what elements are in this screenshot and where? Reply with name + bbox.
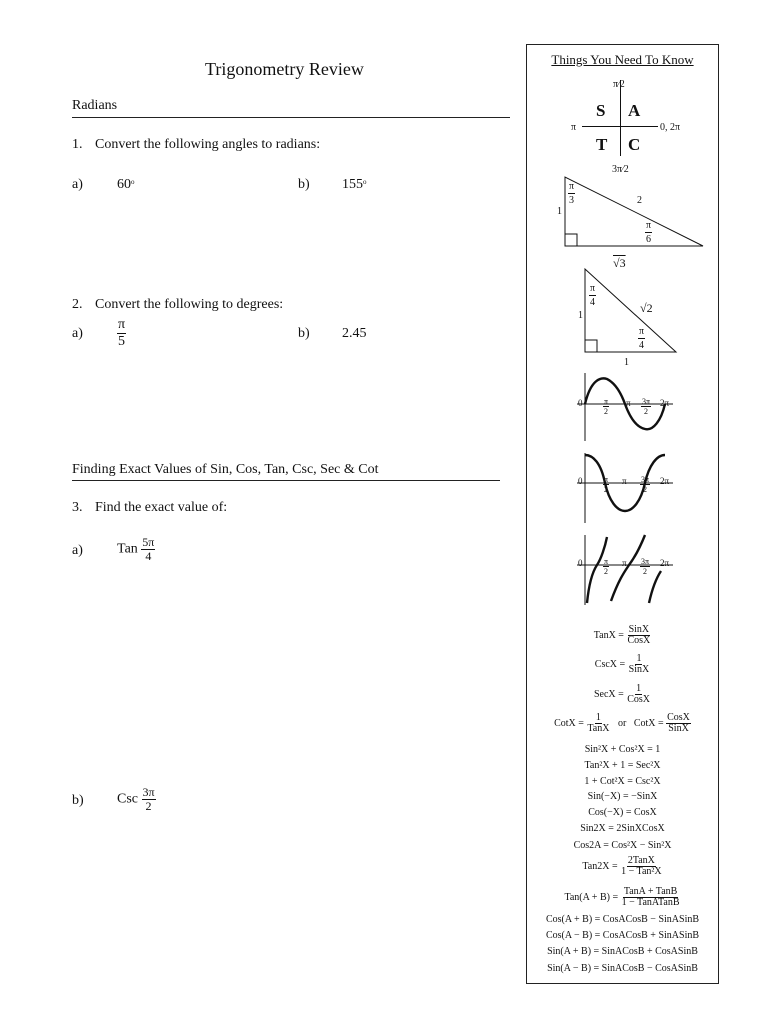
question-number: 3. bbox=[72, 500, 83, 515]
angle-value: 60$^o$ bbox=[117, 177, 135, 192]
identity-cos-sum: Cos(A + B) = CosACosB − SinASinB bbox=[545, 914, 700, 925]
tick-label: $\frac{\pi}{2}$ bbox=[604, 557, 609, 576]
identity-cot: CotX = $\frac{1}{\text{TanX}}$ or CotX = $\frac{\text{CosX}}{\text{SinX}}$ bbox=[554, 712, 690, 734]
angle-label: $\frac{\pi}{6}$ bbox=[646, 220, 652, 245]
identity-sec: SecX = $\frac{1}{\text{CosX}}$ bbox=[593, 683, 651, 705]
tick-label: $\frac{3\pi}{2}$ bbox=[641, 557, 650, 576]
section-heading-exact-values: Finding Exact Values of Sin, Cos, Tan, Csc, Sec & Cot bbox=[72, 462, 379, 477]
page-title: Trigonometry Review bbox=[205, 59, 364, 79]
side-label: 1 bbox=[557, 206, 562, 217]
part-label: a) bbox=[72, 543, 83, 558]
identity-tan2x: Tan2X = $\frac{\text{2TanX}}{\text{1 − Tan²X}}$ bbox=[582, 855, 662, 877]
question-text: Convert the following to degrees: bbox=[95, 297, 284, 312]
cast-label-c: C bbox=[628, 135, 641, 154]
cast-label-s: S bbox=[596, 101, 606, 120]
identity-csc: CscX = $\frac{1}{\text{SinX}}$ bbox=[594, 653, 650, 675]
panel-title: Things You Need To Know bbox=[551, 52, 694, 67]
tick-label: π bbox=[622, 476, 627, 486]
cast-label-a: A bbox=[628, 101, 641, 120]
identity-sin-diff: Sin(A − B) = SinACosB − CosASinB bbox=[547, 963, 698, 974]
side-label: 2 bbox=[637, 195, 642, 206]
identity-cos-diff: Cos(A − B) = CosACosB + SinASinB bbox=[545, 930, 700, 941]
fraction-value: $\frac{\pi}{5}$ bbox=[118, 317, 126, 349]
section-rule bbox=[72, 480, 500, 481]
cast-axis-label: 0, 2π bbox=[660, 122, 681, 133]
cast-axis-label: π⁄2 bbox=[613, 79, 625, 90]
reference-panel bbox=[526, 44, 719, 984]
tick-label: 2π bbox=[660, 476, 670, 486]
tangent-graph bbox=[577, 535, 673, 605]
angle-value: 155$^o$ bbox=[342, 177, 367, 192]
tick-label: $\frac{\pi}{2}$ bbox=[604, 475, 609, 494]
side-label: √3 bbox=[613, 256, 626, 270]
decimal-value: 2.45 bbox=[342, 326, 367, 341]
part-label: a) bbox=[72, 326, 83, 341]
angle-label: $\frac{\pi}{3}$ bbox=[569, 181, 575, 206]
identity-pythagorean-2: Tan²X + 1 = Sec²X bbox=[584, 760, 661, 771]
part-label: a) bbox=[72, 177, 83, 192]
part-label: b) bbox=[298, 177, 310, 192]
question-number: 2. bbox=[72, 297, 83, 312]
tick-label: 0 bbox=[578, 398, 583, 408]
trig-expression: Csc $\frac{3\pi}{2}$ bbox=[117, 785, 155, 813]
cast-axis-label: π bbox=[571, 122, 577, 133]
identity-pythagorean-1: Sin²X + Cos²X = 1 bbox=[584, 744, 661, 755]
angle-label: $\frac{\pi}{4}$ bbox=[639, 326, 645, 351]
question-text: Convert the following angles to radians: bbox=[95, 137, 321, 152]
side-label: √2 bbox=[640, 301, 653, 315]
cosine-graph bbox=[577, 453, 673, 523]
cast-axis-label: 3π⁄2 bbox=[612, 164, 629, 175]
identity-cos2a: Cos2A = Cos²X − Sin²X bbox=[573, 840, 672, 851]
side-label: 1 bbox=[624, 357, 629, 368]
tick-label: π bbox=[626, 398, 631, 408]
identity-neg-sin: Sin(−X) = −SinX bbox=[587, 791, 658, 802]
side-label: 1 bbox=[578, 310, 583, 321]
tick-label: 2π bbox=[660, 558, 670, 568]
part-label: b) bbox=[298, 326, 310, 341]
identity-pythagorean-3: 1 + Cot²X = Csc²X bbox=[584, 776, 661, 787]
section-heading-radians: Radians bbox=[72, 98, 118, 113]
triangle-30-60-90-shape bbox=[527, 45, 718, 375]
question-number: 1. bbox=[72, 137, 83, 152]
identity-sin-sum: Sin(A + B) = SinACosB + CosASinB bbox=[547, 946, 698, 957]
cast-label-t: T bbox=[596, 135, 608, 154]
question-text: Find the exact value of: bbox=[95, 500, 228, 515]
trig-graphs bbox=[527, 365, 718, 615]
tick-label: $\frac{3\pi}{2}$ bbox=[641, 475, 650, 494]
angle-label: $\frac{\pi}{4}$ bbox=[590, 283, 596, 308]
part-label: b) bbox=[72, 793, 84, 808]
identity-tan-sum: Tan(A + B) = $\frac{\text{TanA + TanB}}{\text{1 − TanATanB}}$ bbox=[564, 886, 680, 908]
sine-graph bbox=[577, 373, 673, 441]
tick-label: $\frac{3\pi}{2}$ bbox=[642, 397, 651, 416]
tick-label: 0 bbox=[578, 476, 583, 486]
tick-label: 2π bbox=[660, 398, 670, 408]
identity-neg-cos: Cos(−X) = CosX bbox=[588, 807, 657, 818]
identity-tan: TanX = $\frac{\text{SinX}}{\text{CosX}}$ bbox=[593, 624, 651, 646]
section-rule bbox=[72, 117, 510, 118]
tick-label: $\frac{\pi}{2}$ bbox=[604, 397, 609, 416]
identity-sin2x: Sin2X = 2SinXCosX bbox=[580, 823, 665, 834]
tick-label: 0 bbox=[578, 558, 583, 568]
trig-expression: Tan $\frac{5\pi}{4}$ bbox=[117, 535, 155, 563]
tick-label: π bbox=[622, 558, 627, 568]
